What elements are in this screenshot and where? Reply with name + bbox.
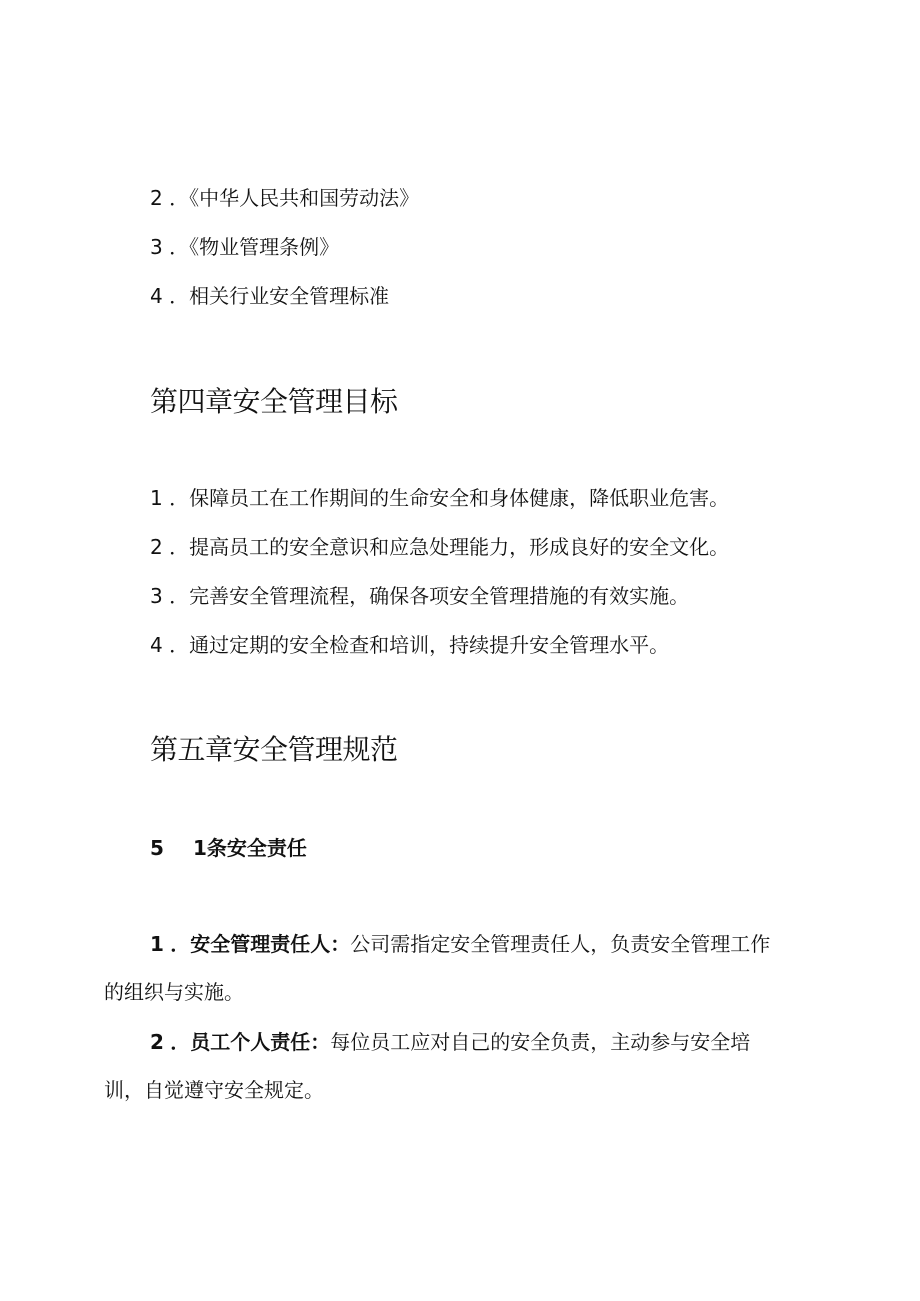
reference-item-property-regulation (150, 233, 339, 261)
goal-item-3 (150, 582, 689, 610)
list-number: 1 (150, 486, 163, 510)
chapter-5-title: 第五章安全管理规范 (150, 733, 398, 766)
responsibility-item-2-continuation: 训，自觉遵守安全规定。 (104, 1078, 324, 1102)
chapter-4-title: 第四章安全管理目标 (150, 385, 398, 418)
section-number: 5 (150, 836, 164, 860)
list-text: ．《物业管理条例》 (169, 235, 340, 259)
list-text: ．提高员工的安全意识和应急处理能力，形成良好的安全文化。 (169, 535, 730, 559)
responsibility-text: 每位员工应对自己的安全负责，主动参与安全培 (330, 1030, 751, 1054)
section-title-safety-responsibility (150, 834, 307, 862)
goal-item-4 (150, 631, 669, 659)
list-number: 2 (150, 535, 163, 559)
section-text: 1条安全责任 (192, 836, 307, 860)
responsibility-text: 公司需指定安全管理责任人，负责安全管理工作 (350, 932, 771, 956)
list-number: 3 (150, 584, 163, 608)
list-text: ．通过定期的安全检查和培训，持续提升安全管理水平。 (169, 633, 670, 657)
list-number: 1 (150, 932, 164, 956)
list-number: 2 (150, 186, 163, 210)
responsibility-label: ．安全管理责任人： (170, 932, 351, 956)
goal-item-1 (150, 484, 729, 512)
responsibility-item-1 (150, 930, 770, 958)
reference-item-industry-standards (150, 282, 389, 310)
list-number: 4 (150, 284, 163, 308)
responsibility-item-2 (150, 1028, 750, 1056)
list-number: 3 (150, 235, 163, 259)
responsibility-label: ．员工个人责任： (170, 1030, 331, 1054)
list-number: 4 (150, 633, 163, 657)
list-text: ．《中华人民共和国劳动法》 (169, 186, 420, 210)
list-number: 2 (150, 1030, 164, 1054)
list-text: ．完善安全管理流程，确保各项安全管理措施的有效实施。 (169, 584, 690, 608)
responsibility-item-1-continuation: 的组织与实施。 (104, 980, 244, 1004)
list-text: ．相关行业安全管理标准 (169, 284, 390, 308)
reference-item-labor-law (150, 184, 419, 212)
list-text: ．保障员工在工作期间的生命安全和身体健康，降低职业危害。 (169, 486, 730, 510)
goal-item-2 (150, 533, 729, 561)
